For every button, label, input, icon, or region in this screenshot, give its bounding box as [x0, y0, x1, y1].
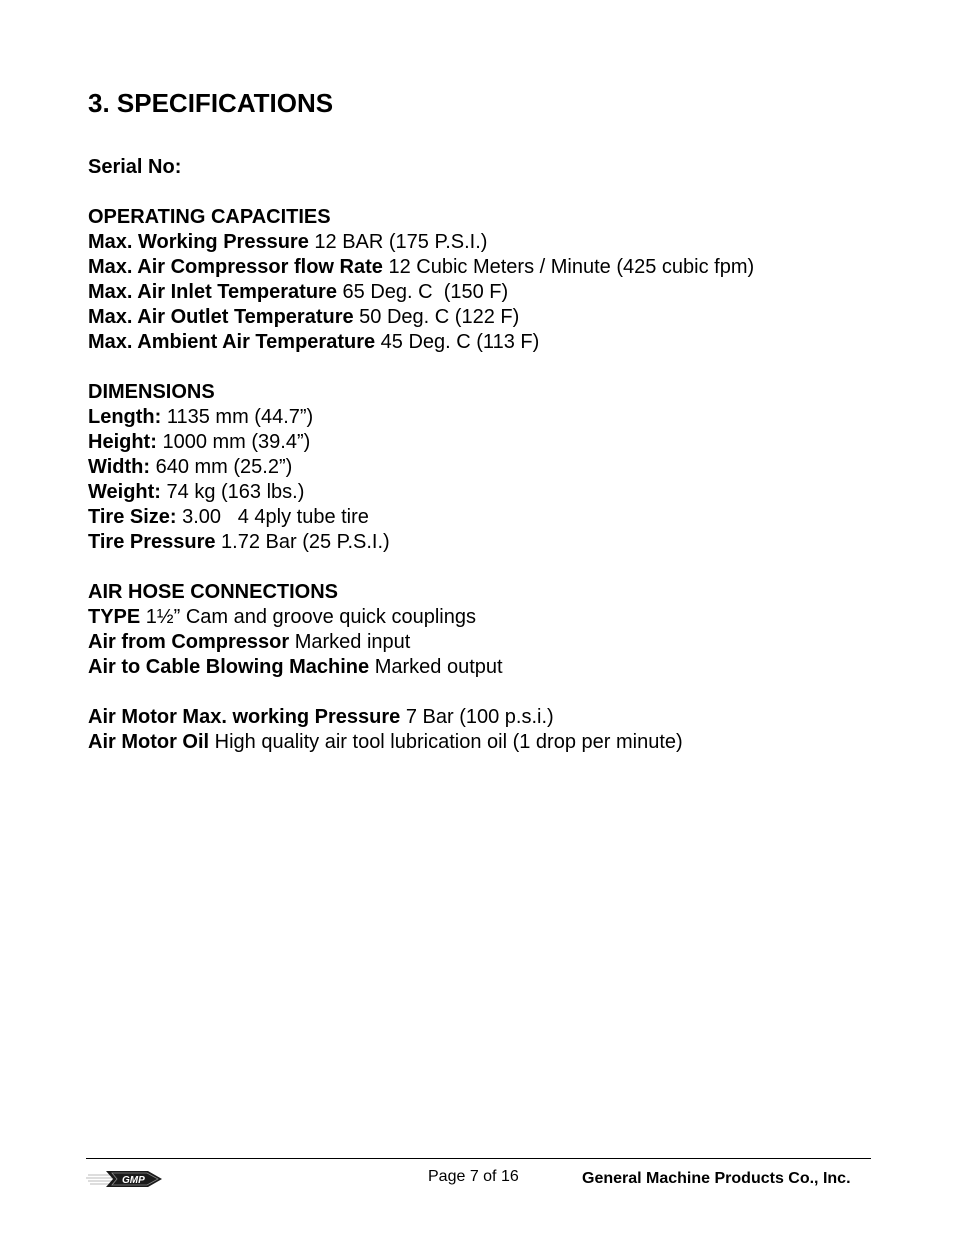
spec-row-air-from-compressor: [88, 630, 888, 655]
spec-label: Air Motor Max. working Pressure: [88, 706, 401, 728]
section-title: 3. SPECIFICATIONS: [88, 88, 334, 118]
page-number: Page 7 of 16: [428, 1168, 519, 1185]
spec-row-ambient-temp: [88, 330, 888, 355]
spec-row-type: [88, 605, 888, 630]
spec-value: 3.00 4 4ply tube tire: [176, 506, 369, 528]
spec-value: 1½” Cam and groove quick couplings: [140, 606, 476, 628]
spec-row-height: [88, 430, 888, 455]
spacer: [88, 680, 888, 705]
spec-value: 1135 mm (44.7”): [161, 406, 314, 428]
spec-value: 1000 mm (39.4”): [156, 431, 311, 453]
spec-row-tire-pressure: [88, 530, 888, 555]
spec-row-working-pressure: [88, 230, 888, 255]
spacer: [88, 180, 888, 205]
spec-label: Max. Working Pressure: [88, 231, 309, 253]
spec-label: Height:: [88, 431, 157, 453]
spec-value: Marked input: [289, 631, 411, 653]
spec-label: Air Motor Oil: [88, 731, 210, 753]
gmp-logo-icon: [86, 1167, 164, 1193]
spec-value: 640 mm (25.2”): [150, 456, 293, 478]
spacer: [88, 355, 888, 380]
spec-label: Max. Air Compressor flow Rate: [88, 256, 383, 278]
hose-heading: AIR HOSE CONNECTIONS: [88, 581, 339, 603]
spec-label: TYPE: [88, 606, 141, 628]
spec-label: Max. Air Outlet Temperature: [88, 306, 354, 328]
spec-row-motor-oil: [88, 730, 888, 755]
spec-value: 7 Bar (100 p.s.i.): [400, 706, 554, 728]
spec-row-air-to-machine: [88, 655, 888, 680]
spec-label: Tire Size:: [88, 506, 177, 528]
company-name: General Machine Products Co., Inc.: [582, 1170, 851, 1187]
spec-body: [88, 155, 888, 755]
spec-row-outlet-temp: [88, 305, 888, 330]
spec-row-compressor-flow: [88, 255, 888, 280]
spec-value: 65 Deg. C (150 F): [336, 281, 509, 303]
spec-row-inlet-temp: [88, 280, 888, 305]
spec-label: Weight:: [88, 481, 161, 503]
spec-value: High quality air tool lubrication oil (1 drop per minute): [209, 731, 683, 753]
spec-label: Max. Ambient Air Temperature: [88, 331, 376, 353]
spec-row-tire-size: [88, 505, 888, 530]
spec-value: Marked output: [369, 656, 503, 678]
serial-label: Serial No:: [88, 156, 182, 178]
spec-label: Air to Cable Blowing Machine: [88, 656, 370, 678]
spec-label: Air from Compressor: [88, 631, 290, 653]
spec-row-motor-pressure: [88, 705, 888, 730]
spacer: [88, 555, 888, 580]
spec-value: 12 Cubic Meters / Minute (425 cubic fpm): [382, 256, 755, 278]
spec-value: 1.72 Bar (25 P.S.I.): [215, 531, 390, 553]
spec-value: 74 kg (163 lbs.): [160, 481, 305, 503]
footer-divider: [86, 1158, 871, 1159]
logo-text: GMP: [122, 1175, 145, 1186]
spec-label: Tire Pressure: [88, 531, 216, 553]
spec-label: Length:: [88, 406, 162, 428]
spec-label: Max. Air Inlet Temperature: [88, 281, 337, 303]
spec-row-width: [88, 455, 888, 480]
spec-row-weight: [88, 480, 888, 505]
spec-row-length: [88, 405, 888, 430]
operating-heading: OPERATING CAPACITIES: [88, 206, 331, 228]
spec-value: 12 BAR (175 P.S.I.): [308, 231, 488, 253]
spec-label: Width:: [88, 456, 151, 478]
spec-value: 50 Deg. C (122 F): [353, 306, 520, 328]
dimensions-heading: DIMENSIONS: [88, 381, 215, 403]
spec-value: 45 Deg. C (113 F): [375, 331, 540, 353]
